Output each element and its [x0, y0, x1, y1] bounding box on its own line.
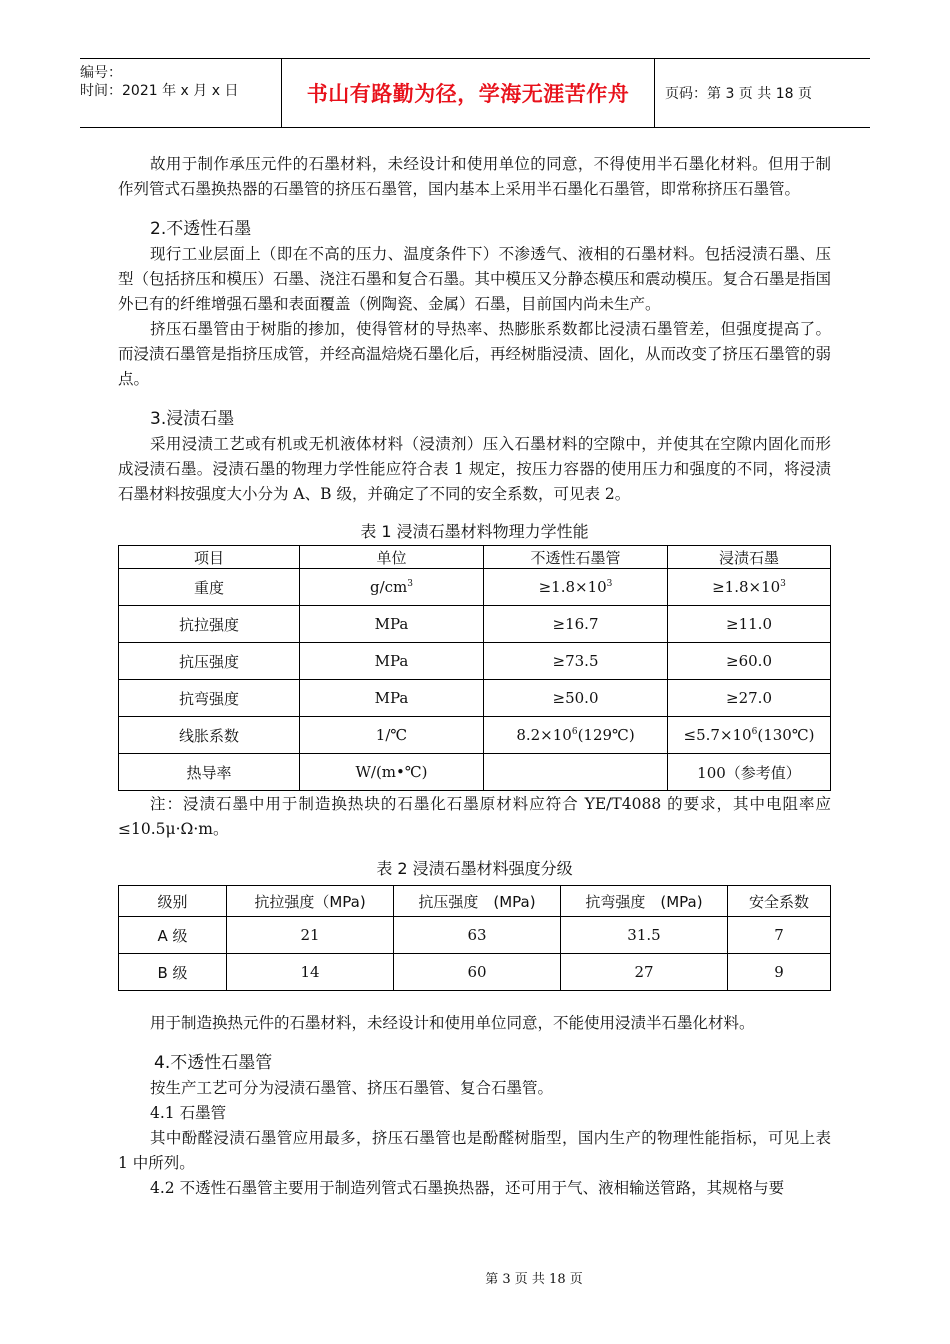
table-cell: A 级: [119, 917, 227, 954]
table-cell: 63: [394, 917, 561, 954]
item-cell: 热导率: [119, 754, 300, 791]
table-cell: 7: [728, 917, 831, 954]
header-page-info: 页码：第 3 页 共 18 页: [665, 86, 812, 102]
serial-number-label: 编号：: [80, 65, 122, 81]
table-caption: 表 1 浸渍石墨材料物理力学性能: [360, 522, 589, 541]
item-cell: 重度: [119, 569, 300, 606]
header-motto: 书山有路勤为径，学海无涯苦作舟: [281, 59, 655, 127]
impregnated-cell: [668, 606, 831, 643]
cell-exponent: 3: [780, 579, 786, 589]
impermeable-cell: [484, 754, 668, 791]
impermeable-cell: [484, 606, 668, 643]
table-row: [119, 606, 831, 643]
impregnated-cell: [668, 643, 831, 680]
unit-cell: [300, 643, 484, 680]
column-header: 级别: [119, 886, 227, 917]
table-row: [119, 680, 831, 717]
cell-value: ≥27.0: [726, 689, 772, 707]
paragraph: 4.1 石墨管: [150, 1104, 227, 1122]
table-row: [119, 643, 831, 680]
impermeable-cell: [484, 680, 668, 717]
paragraph: 采用浸渍工艺或有机或无机液体材料（浸渍剂）压入石墨材料的空隙中，并使其在空隙内固化而形成浸渍石墨。浸渍石墨的物理力学性能应符合表 1 规定，按压力容器的使用压力和强度的不同，将浸渍石墨材料按强度大小分为 A、B 级，并确定了不同的安全系数，可见表 2。: [118, 435, 831, 503]
paragraph: 故用于制作承压元件的石墨材料，未经设计和使用单位的同意，不得使用半石墨化材料。但用于制作列管式石墨换热器的石墨管的挤压石墨管，国内基本上采用半石墨化石墨管，即常称挤压石墨管。: [118, 155, 831, 198]
paragraph: 挤压石墨管由于树脂的掺加，使得管材的导热率、热膨胀系数都比浸渍石墨管差，但强度提高了。而浸渍石墨管是指挤压成管，并经高温焙烧石墨化后，再经树脂浸渍、固化，从而改变了挤压石墨管的弱点。: [118, 320, 832, 388]
paragraph: 4.2 不透性石墨管主要用于制造列管式石墨换热器，还可用于气、液相输送管路，其规格与要: [150, 1179, 785, 1197]
cell-value: MPa: [374, 615, 409, 633]
cell-value: ≥60.0: [726, 652, 772, 670]
table-cell: 14: [227, 954, 394, 991]
grading-table: [118, 885, 831, 991]
cell-value: ≥1.8×10: [538, 578, 607, 596]
column-header: 抗弯强度 (MPa): [561, 886, 728, 917]
cell-value: ≥73.5: [552, 652, 599, 670]
table-cell: 27: [561, 954, 728, 991]
cell-value: W/(m•℃): [355, 763, 428, 781]
document-body: [118, 152, 831, 1201]
impregnated-cell: [668, 569, 831, 606]
table-cell: 31.5: [561, 917, 728, 954]
unit-cell: [300, 680, 484, 717]
unit-cell: [300, 754, 484, 791]
cell-exponent: 3: [407, 579, 413, 589]
table-note: 注：浸渍石墨中用于制造换热块的石墨化石墨原材料应符合 YE/T4088 的要求，其中电阻率应≤10.5μ·Ω·m。: [118, 795, 831, 838]
item-cell: 抗拉强度: [119, 606, 300, 643]
table-row: [119, 917, 831, 954]
column-header: 浸渍石墨: [668, 546, 831, 569]
item-cell: 抗压强度: [119, 643, 300, 680]
cell-value: ≥11.0: [726, 615, 772, 633]
footer-page-number: 第 3 页 共 18 页: [485, 1272, 583, 1287]
column-header: 安全系数: [728, 886, 831, 917]
paragraph: 用于制造换热元件的石墨材料，未经设计和使用单位同意，不能使用浸渍半石墨化材料。: [150, 1014, 755, 1032]
unit-cell: [300, 569, 484, 606]
impregnated-cell: [668, 717, 831, 754]
page-footer: [0, 1268, 950, 1287]
cell-exponent: 6: [751, 727, 758, 737]
date-label: 时间：2021 年 x 月 x 日: [80, 83, 239, 99]
cell-exponent: 6: [571, 727, 578, 737]
column-header: 抗拉强度（MPa): [227, 886, 394, 917]
column-header: 项目: [119, 546, 300, 569]
column-header: 不透性石墨管: [484, 546, 668, 569]
cell-value: 1/℃: [375, 726, 408, 744]
table-header-row: [119, 886, 831, 917]
table-row: [119, 754, 831, 791]
page-header: [80, 58, 870, 128]
cell-value: 8.2×10: [516, 726, 572, 744]
table-cell: B 级: [119, 954, 227, 991]
impregnated-cell: [668, 680, 831, 717]
table-cell: 9: [728, 954, 831, 991]
table-row: [119, 569, 831, 606]
cell-value: MPa: [374, 652, 409, 670]
table-caption: 表 2 浸渍石墨材料强度分级: [376, 859, 573, 878]
cell-value: 100（参考值）: [697, 763, 801, 782]
table-header-row: [119, 546, 831, 569]
cell-value: ≥1.8×10: [712, 578, 781, 596]
column-header: 单位: [300, 546, 484, 569]
item-cell: 线胀系数: [119, 717, 300, 754]
cell-suffix: (130℃): [757, 726, 815, 744]
cell-suffix: (129℃): [577, 726, 635, 744]
unit-cell: [300, 606, 484, 643]
section-heading: 4.不透性石墨管: [154, 1053, 273, 1073]
header-meta: [80, 59, 280, 132]
impregnated-cell: [668, 754, 831, 791]
column-header: 抗压强度 (MPa): [394, 886, 561, 917]
section-heading: 2.不透性石墨: [150, 219, 252, 239]
table-cell: 60: [394, 954, 561, 991]
impermeable-cell: [484, 717, 668, 754]
cell-value: ≥50.0: [552, 689, 599, 707]
table-cell: 21: [227, 917, 394, 954]
paragraph: 按生产工艺可分为浸渍石墨管、挤压石墨管、复合石墨管。: [150, 1079, 554, 1097]
item-cell: 抗弯强度: [119, 680, 300, 717]
cell-value: ≤5.7×10: [683, 726, 752, 744]
cell-value: ≥16.7: [552, 615, 599, 633]
properties-table: [118, 545, 831, 791]
cell-value: MPa: [374, 689, 409, 707]
table-row: [119, 717, 831, 754]
impermeable-cell: [484, 569, 668, 606]
cell-value: g/cm: [369, 578, 408, 596]
paragraph: 其中酚醛浸渍石墨管应用最多，挤压石墨管也是酚醛树脂型，国内生产的物理性能指标，可见上表 1 中所列。: [118, 1129, 831, 1172]
cell-exponent: 3: [606, 579, 613, 589]
section-heading: 3.浸渍石墨: [150, 409, 235, 429]
impermeable-cell: [484, 643, 668, 680]
unit-cell: [300, 717, 484, 754]
table-row: [119, 954, 831, 991]
paragraph: 现行工业层面上（即在不高的压力、温度条件下）不渗透气、液相的石墨材料。包括浸渍石墨、压型（包括挤压和模压）石墨、浇注石墨和复合石墨。其中模压又分静态模压和震动模压。复合石墨是指国外已有的纤维增强石墨和表面覆盖（例陶瓷、金属）石墨，目前国内尚未生产。: [118, 245, 832, 313]
